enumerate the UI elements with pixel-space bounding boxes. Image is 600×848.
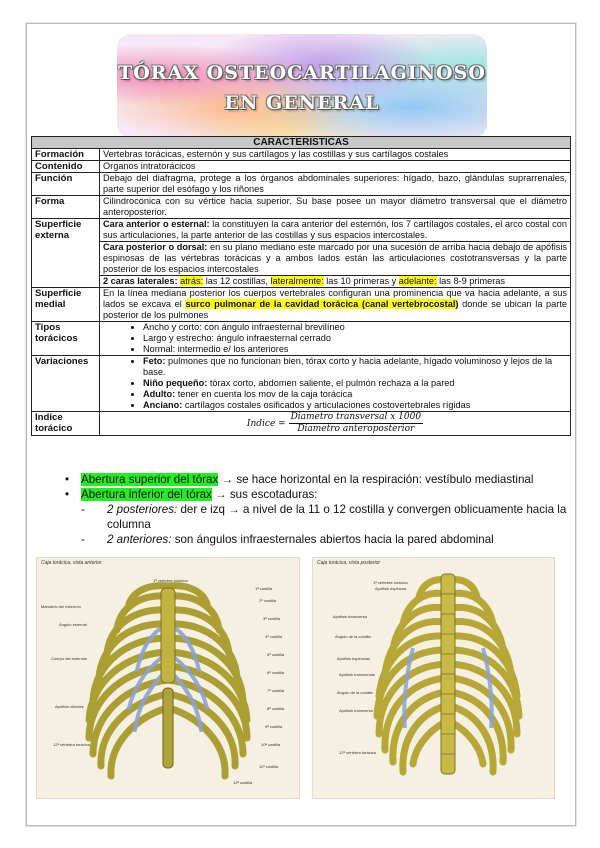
list-item — [65, 487, 575, 502]
variacion-text: tórax corto, abdomen saliente, el pulmón rechaza a la pared — [209, 378, 455, 388]
list-item: • Normal: intermedio e/ los anteriores — [143, 344, 567, 355]
thorax-posterior-illustration — [313, 558, 554, 798]
label-left: 1ª vértebra torácica — [373, 580, 408, 585]
lat-text-3: las 8-9 primeras — [439, 276, 506, 286]
row-label-variaciones: Variaciones — [32, 356, 100, 412]
row-label-formacion: Formación — [32, 149, 100, 161]
variacion-text: cartílagos costales osificados y articulaciones costovertebrales rígidas — [184, 400, 471, 410]
label-right: 6ª costilla — [267, 670, 285, 675]
row-label-indice: Indice torácico — [32, 412, 100, 436]
list-item: • Ancho y corto: con ángulo infraesternal brevilíneo — [143, 322, 567, 333]
dash-marker: - — [81, 503, 85, 516]
variaciones-list — [103, 356, 567, 411]
figure-thorax-anterior — [36, 557, 300, 799]
label-left: Cuerpo del esternón — [51, 656, 88, 661]
cara-posterior-title: Cara posterior o dorsal: — [103, 242, 208, 252]
row-label-tipos: Tipos torácicos — [32, 322, 100, 356]
escotadura-posterior-text: der e izq → a nivel de la 11 o 12 costilla y convergen oblicuamente hacia la columna — [107, 503, 567, 531]
table-row — [32, 356, 571, 412]
label-left: 12ª vértebra torácica — [53, 742, 90, 747]
document-page — [26, 23, 576, 826]
formula-denominator: Diametro anteroposterior — [297, 424, 415, 434]
row-text-funcion: Debajo del diafragma, protege a los órganos abdominales superiores: hígado, bazo, glándulas suprarrenales, parte superior del esófago y los riñones — [100, 173, 571, 196]
table-row — [32, 322, 571, 356]
title-banner — [117, 34, 487, 138]
variacion-title: Niño pequeño: — [143, 378, 208, 388]
list-item — [143, 389, 567, 400]
abertura-inferior-highlight: Abertura inferior del tórax — [81, 488, 212, 501]
row-label-sup-externa: Superficie externa — [32, 219, 100, 288]
label-left: 12ª vértebra torácica — [339, 750, 376, 755]
variacion-title: Feto: — [143, 356, 166, 366]
table-row — [32, 288, 571, 322]
aberturas-list — [65, 472, 575, 547]
label-right: 1ª vértebra torácica — [153, 578, 188, 583]
indice-formula — [100, 412, 571, 436]
label-right: 10ª costilla — [261, 742, 281, 747]
row-text-formacion: Vertebras torácicas, esternón y sus cartílagos y las costillas y sus cartílagos costales — [100, 149, 571, 161]
label-right: 3ª costilla — [263, 616, 281, 621]
figure-thorax-posterior — [312, 557, 555, 799]
figure-caption: Caja torácica, vista anterior — [41, 560, 102, 566]
label-right: 2ª costilla — [259, 598, 277, 603]
cara-anterior-title: Cara anterior o esternal: — [103, 219, 210, 229]
tipos-list — [103, 322, 567, 355]
lat-lateral-highlight: lateralmente: — [270, 276, 324, 286]
row-label-forma: Forma — [32, 196, 100, 219]
table-header: CARACTERISTICAS — [32, 137, 571, 149]
banner-title-line2: EN GENERAL — [224, 92, 380, 114]
label-left: Apófisis transversas — [339, 672, 375, 677]
label-right: 5ª costilla — [267, 652, 285, 657]
escotadura-posterior-title: 2 posteriores: — [107, 503, 178, 516]
label-left: Ángulo de la costilla — [335, 634, 371, 639]
row-text-forma: Cilindroconica con su vértice hacia superior. Su base posee un mayor diámetro transversal que el diámetro anteroposterior. — [100, 196, 571, 219]
formula-lhs: Indice = — [246, 419, 286, 429]
bullet-dot: • — [65, 488, 70, 501]
label-left: Apófisis espinosa — [375, 586, 407, 591]
variacion-title: Anciano: — [143, 400, 183, 410]
sup-medial-cell — [100, 288, 571, 322]
label-left: Ángulo de la costilla — [337, 690, 373, 695]
cara-posterior-cell — [100, 242, 571, 276]
label-left: Ángulo esternal — [59, 622, 87, 627]
label-right: 1ª costilla — [255, 586, 273, 591]
tipos-cell — [100, 322, 571, 356]
table-row — [32, 149, 571, 161]
figure-caption: Caja torácica, vista posterior — [317, 560, 381, 566]
list-item: • Largo y estrecho: ángulo infraesternal cerrado — [143, 333, 567, 344]
label-left: Apófisis transversa — [333, 614, 367, 619]
list-item — [143, 378, 567, 389]
sup-medial-text-2: donde se ubican la parte posterior de los pulmones — [103, 299, 567, 320]
label-left: Apófisis transversa — [339, 708, 373, 713]
characteristics-table — [31, 136, 571, 436]
cara-anterior-text: la constituyen la cara anterior del esternón, los 7 cartílagos costales, el arco costal con sus articulaciones, la parte anterior de las costillas y sus espacios intercostales. — [103, 219, 567, 240]
label-right: 12ª costilla — [233, 780, 253, 785]
abertura-superior-highlight: Abertura superior del tórax — [81, 473, 219, 486]
label-right: 7ª costilla — [267, 688, 285, 693]
variacion-text: tener en cuenta los mov de la caja torácica — [177, 389, 353, 399]
cara-anterior-cell — [100, 219, 571, 242]
caras-laterales-title: 2 caras laterales: — [103, 276, 178, 286]
table-row — [32, 412, 571, 436]
row-text-contenido: Organos intratorácicos — [100, 161, 571, 173]
escotadura-anterior-title: 2 anteriores: — [107, 533, 172, 546]
formula-fraction — [289, 412, 424, 435]
banner-title-line1: TÓRAX OSTEOCARTILAGINOSO — [118, 62, 486, 84]
label-right: 9ª costilla — [265, 724, 283, 729]
label-left: Apófisis espinosas — [337, 656, 371, 661]
lat-text-2: las 10 primeras y — [326, 276, 397, 286]
label-left: Apófisis xifoides — [55, 704, 84, 709]
dash-marker: - — [81, 533, 85, 546]
list-item — [143, 356, 567, 378]
formula-numerator: Diametro transversal x 1000 — [290, 412, 422, 422]
escotadura-anterior-text: son ángulos infraesternales abiertos hacia la pared abdominal — [174, 533, 494, 546]
surco-pulmonar-highlight: surco pulmonar de la cavidad torácica (canal vertebrocostal) — [185, 299, 459, 309]
label-right: 8ª costilla — [267, 706, 285, 711]
cara-posterior-text: en su plano mediano este marcado por una sucesión de arriba hacia debajo de apófisis espinosas de las vértebras torácicas y a ambos lados están las articulaciones costotransversas y la parte posterior de los espacios intercostales — [103, 242, 567, 274]
lat-adelante-highlight: adelante: — [398, 276, 437, 286]
thorax-anterior-illustration — [37, 558, 299, 798]
abertura-inferior-text: → sus escotaduras: — [215, 488, 318, 501]
label-left: Manubrio del esternón — [41, 604, 81, 609]
sup-medial-text-1: En la línea mediana posterior los cuerpos vertebrales configuran una prominencia que va hacia adelante, a sus lados se excava el — [103, 288, 567, 309]
variacion-title: Adulto: — [143, 389, 176, 399]
lat-atras-highlight: atrás: — [180, 276, 204, 286]
table-row — [32, 196, 571, 219]
variacion-text: pulmones que no funcionan bien, tórax corto y hacia adelante, hígado voluminoso y lejos de la base. — [143, 356, 553, 377]
table-row — [32, 173, 571, 196]
label-right: 11ª costilla — [259, 764, 278, 769]
abertura-superior-text: → se hace horizontal en la respiración: vestíbulo mediastinal — [221, 473, 534, 486]
bullet-dot: • — [65, 473, 70, 486]
table-row — [32, 276, 571, 288]
row-label-funcion: Función — [32, 173, 100, 196]
list-item — [65, 502, 575, 532]
label-right: 4ª costilla — [265, 634, 283, 639]
row-label-contenido: Contenido — [32, 161, 100, 173]
table-row — [32, 242, 571, 276]
table-row — [32, 219, 571, 242]
row-label-sup-medial: Superficie medial — [32, 288, 100, 322]
variaciones-cell — [100, 356, 571, 412]
list-item — [65, 532, 575, 547]
list-item — [65, 472, 575, 487]
table-row — [32, 161, 571, 173]
lat-text-1: las 12 costillas, — [205, 276, 268, 286]
list-item — [143, 400, 567, 411]
caras-laterales-cell — [100, 276, 571, 288]
